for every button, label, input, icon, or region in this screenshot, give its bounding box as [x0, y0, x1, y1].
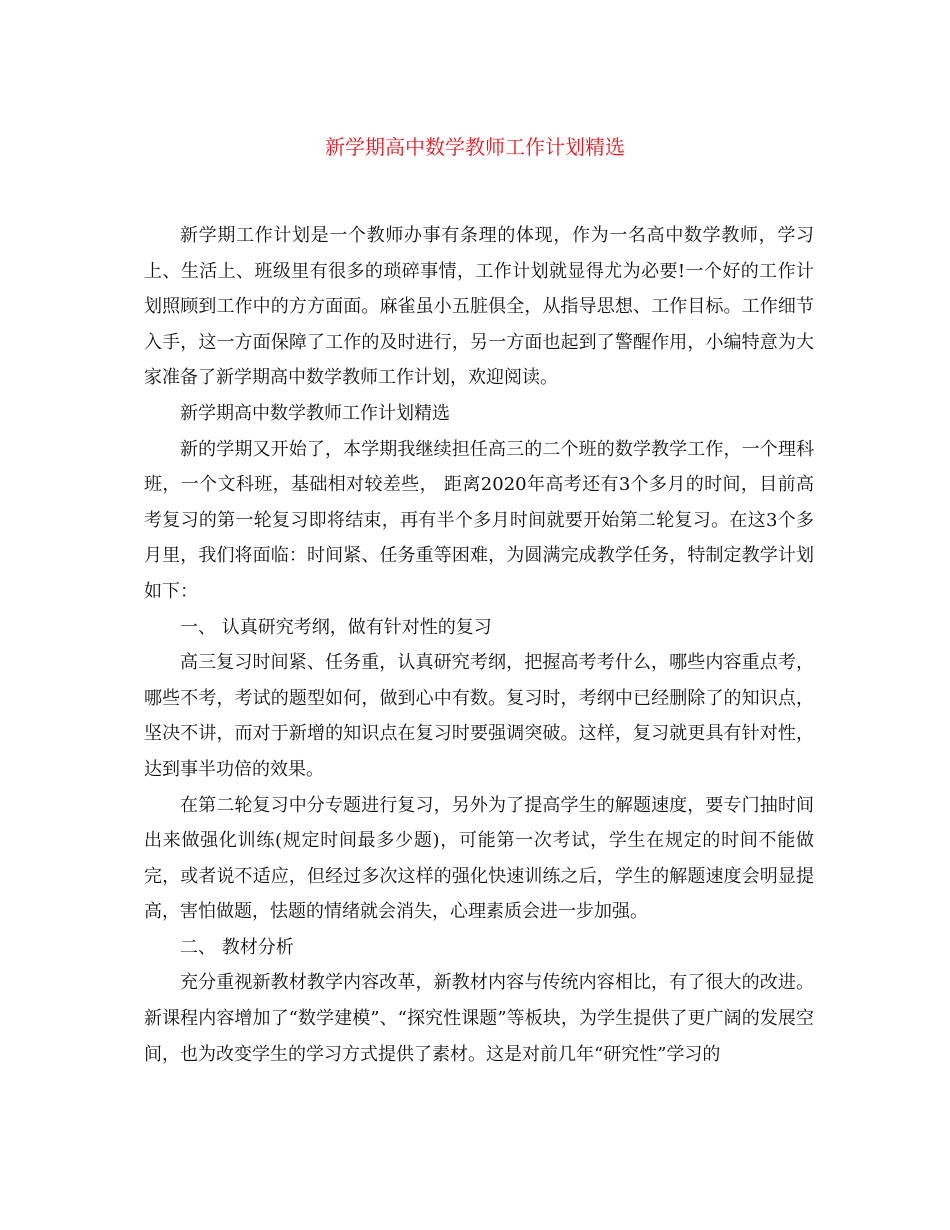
- paragraph-subtitle: 新学期高中数学教师工作计划精选: [180, 402, 450, 424]
- paragraph-intro: 新学期工作计划是一个教师办事有条理的体现，作为一名高中数学教师，学习上、生活上、班级里有很多的琐碎事情，工作计划就显得尤为必要!一个好的工作计划照顾到工作中的方方面面。麻雀虽小五脏俱全，从指导思想、工作目标。工作细节入手，这一方面保障了工作的及时进行，另一方面也起到了警醒作用，小编特意为大家准备了新学期高中数学教师工作计划，欢迎阅读。: [144, 225, 814, 389]
- paragraph-syllabus: 高三复习时间紧、任务重，认真研究考纲，把握高考考什么，哪些内容重点考，哪些不考，考试的题型如何，做到心中有数。复习时，考纲中已经删除了的知识点，坚决不讲，而对于新增的知识点在复习时要强调突破。这样，复习就更具有针对性，达到事半功倍的效果。: [144, 652, 814, 780]
- document-title: 新学期高中数学教师工作计划精选: [325, 135, 625, 159]
- paragraph-textbook: 充分重视新教材教学内容改革，新教材内容与传统内容相比，有了很大的改进。新课程内容增加了“数学建模”、“探究性课题”等板块，为学生提供了更广阔的发展空间，也为改变学生的学习方式提供了素材。这是对前几年“研究性”学习的: [144, 972, 814, 1065]
- paragraph-second-round: 在第二轮复习中分专题进行复习，另外为了提高学生的解题速度，要专门抽时间出来做强化训练(规定时间最多少题)，可能第一次考试，学生在规定的时间不能做完，或者说不适应，但经过多次这样的强化快速训练之后，学生的解题速度会明显提高，害怕做题，怯题的情绪就会消失，心理素质会进一步加强。: [144, 794, 814, 923]
- document-body: [144, 218, 814, 1072]
- section-heading-1: 一、 认真研究考纲，做有针对性的复习: [180, 616, 492, 638]
- paragraph-opening: 新的学期又开始了，本学期我继续担任高三的二个班的数学教学工作，一个理科班，一个文科班，基础相对较差些， 距离2020年高考还有3个多月的时间，目前高考复习的第一轮复习即将结束，再有半个多月时间就要开始第二轮复习。在这3个多月里，我们将面临：时间紧、任务重等困难，为圆满完成教学任务，特制定教学计划如下：: [144, 438, 814, 602]
- section-heading-2: 二、 教材分析: [180, 936, 294, 958]
